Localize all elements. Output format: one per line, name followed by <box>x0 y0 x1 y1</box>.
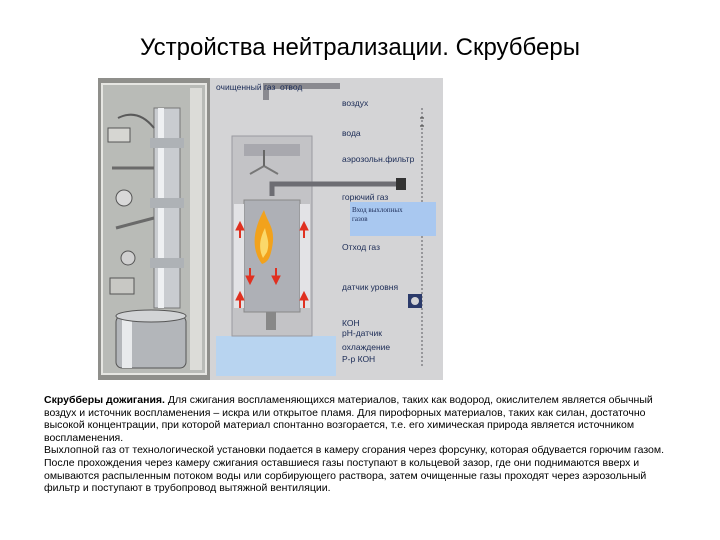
caption-bold-lead: Скрубберы дожигания. <box>44 394 165 406</box>
label-outlet: отвод <box>280 82 303 92</box>
caption-text <box>44 394 684 495</box>
scrubber-schematic <box>210 78 443 380</box>
label-exhaust-inlet-1: Вход выхлопных <box>352 206 403 214</box>
label-level-sensor: датчик уровня <box>342 282 399 292</box>
label-waste-gas: Отход газ <box>342 242 380 252</box>
caption-paragraph-2: Выхлопной газ от технологической установки подается в камеру сгорания через форсунку, которая обдувается горючим газом. После прохождения через камеру сжигания оставшиеся газы поступают в кольцевой зазор, где они поднимаются вверх и омываются распыленным потоком воды или сорбирующего раствора, затем очищенные газы проходят через аэрозольный фильтр и поступают в трубопровод вытяжной вентиляции. <box>44 444 665 495</box>
label-koh-solution: Р-р КОН <box>342 354 376 364</box>
schematic-drawing <box>210 78 443 380</box>
label-clean-gas: очищенный газ <box>216 82 276 92</box>
label-aerosol-filter: аэрозольн.фильтр <box>342 154 415 164</box>
label-koh: КОН <box>342 318 360 328</box>
scrubber-figure <box>98 78 443 380</box>
scrubber-photo-drawing <box>98 78 210 380</box>
label-water: вода <box>342 128 361 138</box>
label-fuel-gas: горючий газ <box>342 192 389 202</box>
slide-title: Устройства нейтрализации. Скрубберы <box>140 34 580 61</box>
label-ph-sensor: рН-датчик <box>342 328 382 338</box>
caption-paragraph-1-rest: Для сжигания воспламеняющихся материалов, таких как водород, окислителем является обычный воздух и источник воспламенения – искра или открытое пламя. Для пирофорных материалов, таких как силан, достаточно высокой концентрации, при которой материал спонтанно возгорается, т.е. его химическая природа является источником воспламенения. <box>44 394 653 444</box>
scrubber-photo <box>98 78 210 380</box>
label-cooling: охлаждение <box>342 342 391 352</box>
caption-paragraph-1 <box>44 394 684 444</box>
label-air: воздух <box>342 98 369 108</box>
label-exhaust-inlet-2: газов <box>352 215 368 223</box>
